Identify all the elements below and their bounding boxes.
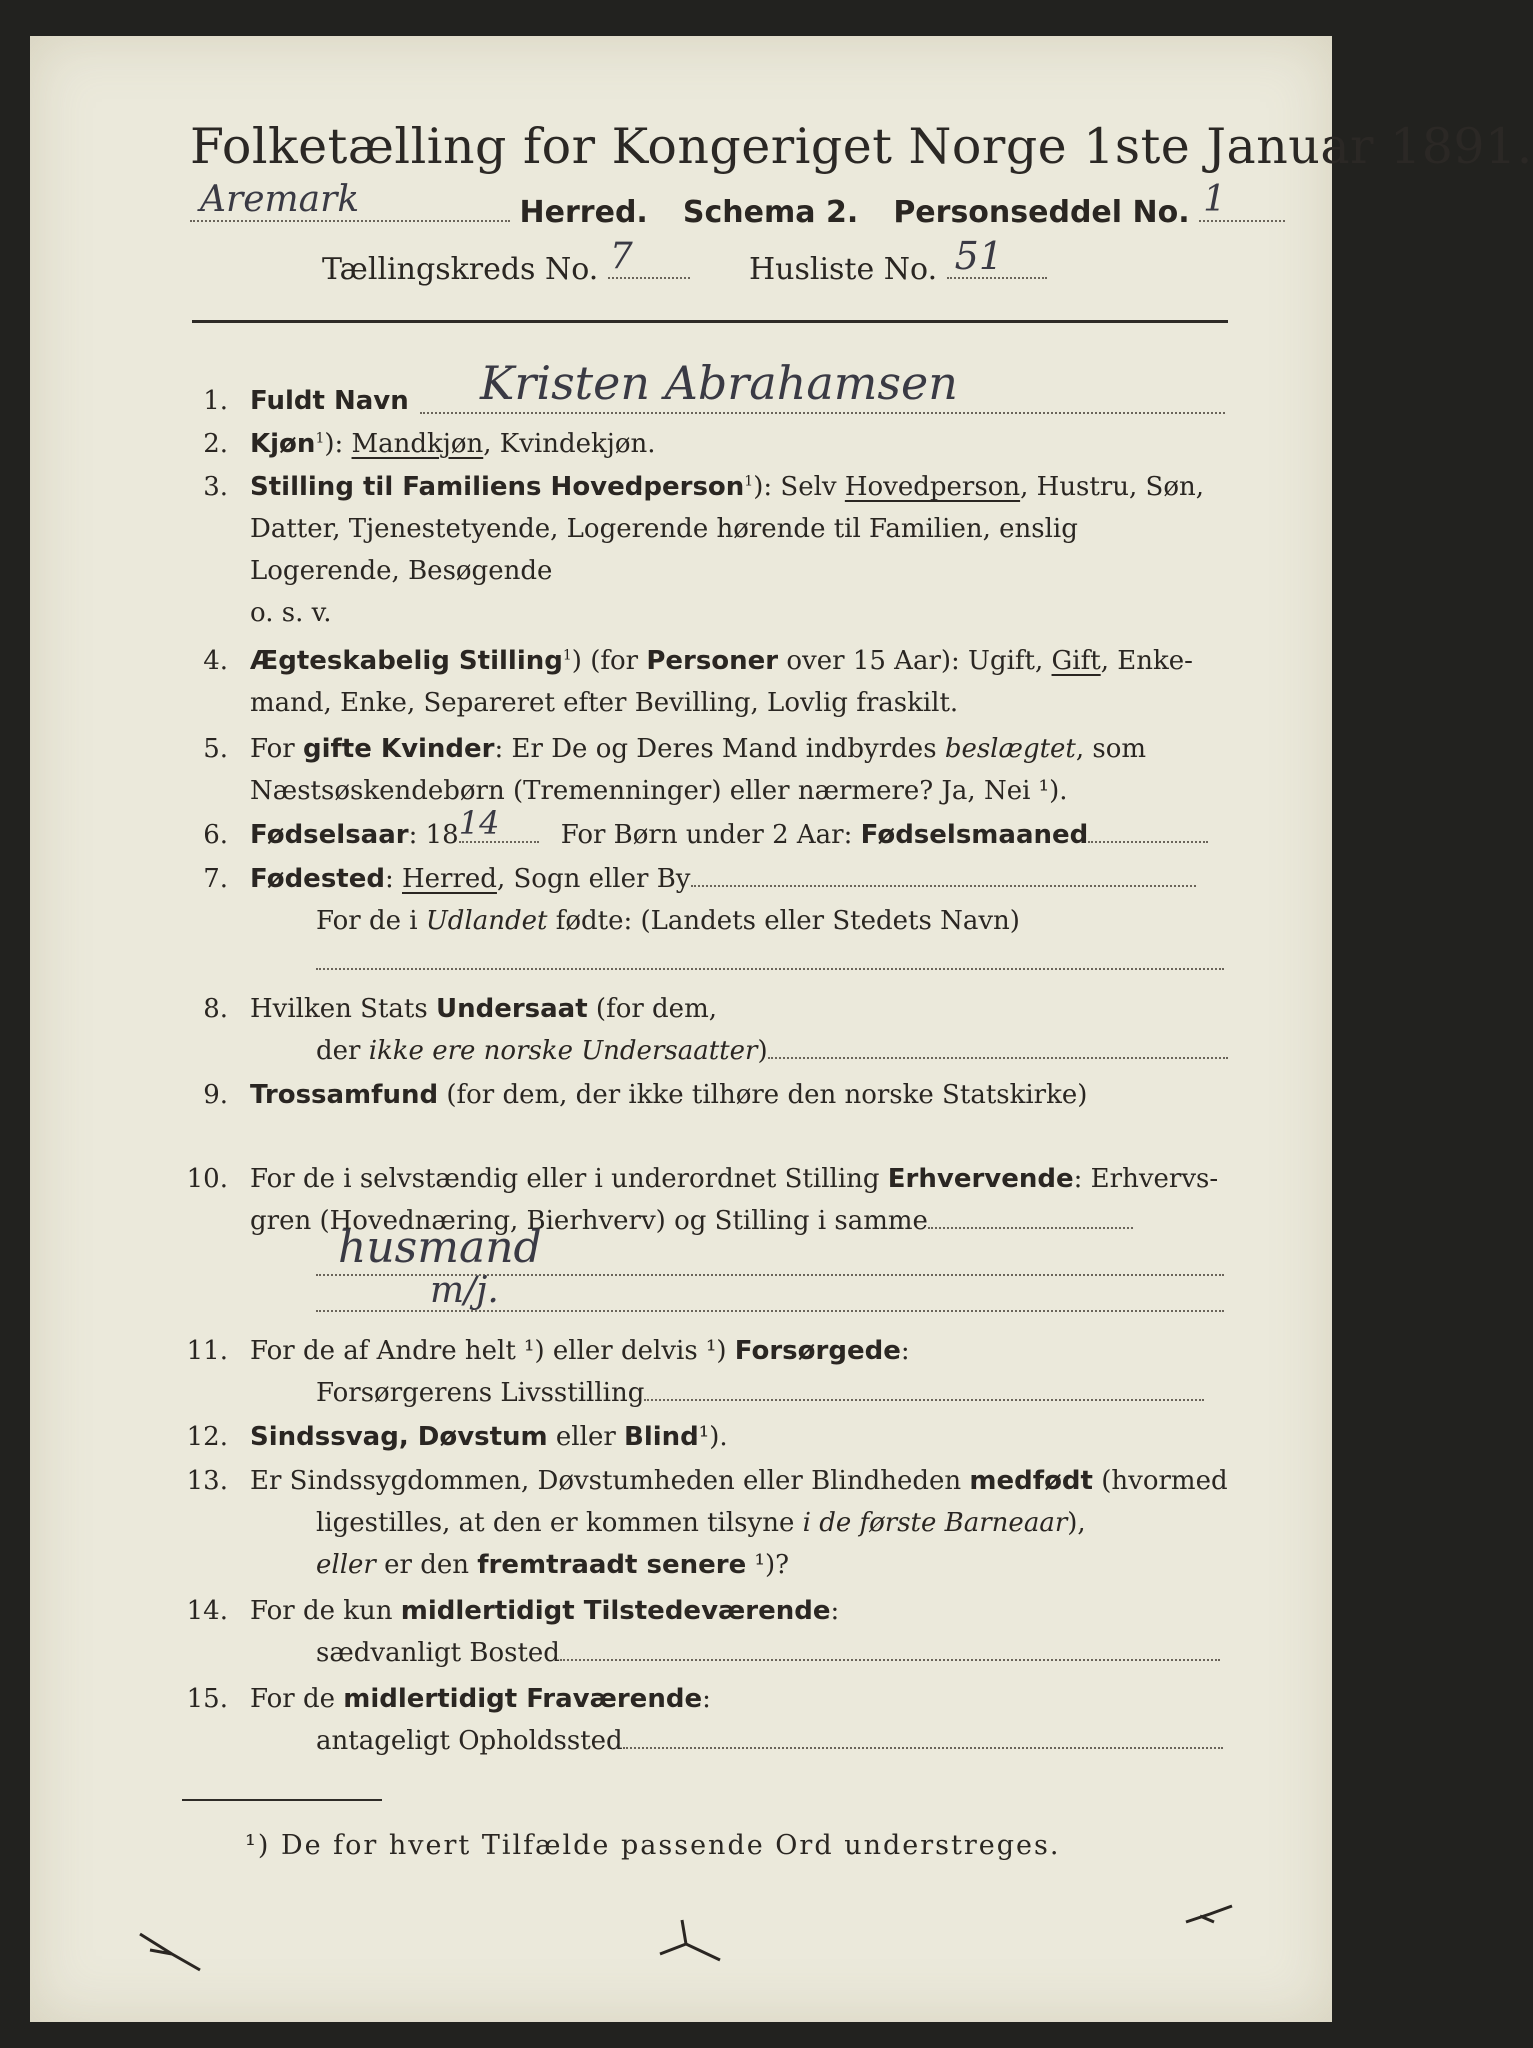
field-13-line-3-a: er den bbox=[375, 1550, 478, 1580]
field-3-label: Stilling til Familiens Hovedperson bbox=[250, 472, 745, 502]
field-11-bold: Forsørgede bbox=[734, 1336, 901, 1366]
field-10-text-a: For de i selvstændig eller i underordnet Stilling bbox=[250, 1164, 888, 1194]
field-14-line-2 bbox=[316, 1638, 1220, 1668]
footnote-rule bbox=[182, 1799, 382, 1801]
field-13-line-3 bbox=[316, 1550, 789, 1580]
field-15-number: 15. bbox=[186, 1684, 228, 1714]
field-9-bold: Trossamfund bbox=[250, 1080, 439, 1110]
kreds-value: 7 bbox=[609, 236, 633, 277]
field-14-number: 14. bbox=[186, 1596, 228, 1626]
provider-field[interactable] bbox=[644, 1398, 1204, 1401]
header-rule bbox=[192, 320, 1228, 323]
field-14-line-2-text: sædvanligt Bosted bbox=[316, 1638, 560, 1668]
field-4-bold: Personer bbox=[646, 646, 779, 676]
field-2-label: Kjøn bbox=[250, 429, 316, 459]
field-13-line-2-b: ), bbox=[1067, 1508, 1086, 1538]
field-4-line-2: mand, Enke, Separeret efter Bevilling, Lovlig fraskilt. bbox=[250, 688, 959, 718]
field-12-text bbox=[250, 1422, 728, 1452]
field-4-text-b: over 15 Aar): Ugift, bbox=[778, 646, 1052, 676]
field-6-text-b: For Børn under 2 Aar: bbox=[560, 820, 861, 850]
field-10-bold: Erhvervende bbox=[887, 1164, 1074, 1194]
field-6-bold: Fødselsmaaned bbox=[860, 820, 1089, 850]
birth-month-field[interactable] bbox=[1088, 840, 1208, 843]
field-7-line-2 bbox=[316, 906, 1020, 936]
field-2-text bbox=[250, 429, 655, 459]
field-3-sep: ): Selv bbox=[753, 472, 845, 502]
field-5-number: 5. bbox=[203, 734, 228, 764]
field-5-text-a: For bbox=[250, 734, 303, 764]
kreds-label: Tællingskreds No. bbox=[322, 252, 599, 287]
field-1-label: Fuldt Navn bbox=[250, 386, 409, 416]
occupation-value: husmand bbox=[338, 1222, 542, 1273]
field-13-line-3-italic: eller bbox=[316, 1550, 376, 1580]
field-2-sup: 1 bbox=[315, 430, 325, 447]
field-15-line-2 bbox=[316, 1726, 1223, 1756]
occupation-note: m/j. bbox=[430, 1270, 499, 1311]
birthplace-field[interactable] bbox=[691, 884, 1196, 887]
field-6-label: Fødselsaar bbox=[250, 820, 409, 850]
field-10-line-2-text: gren (Hovednæring, Bierhverv) og Stilling i samme bbox=[250, 1206, 928, 1236]
field-5-text bbox=[250, 734, 1146, 764]
field-14-bold: midlertidigt Tilstedeværende bbox=[400, 1596, 831, 1626]
field-12-bold: Sindssvag, Døvstum bbox=[250, 1422, 548, 1452]
field-10-number: 10. bbox=[186, 1164, 228, 1194]
field-3-line-2: Datter, Tjenestetyende, Logerende hørende til Familien, enslig bbox=[250, 514, 1078, 544]
field-5-text-b: : Er De og Deres Mand indbyrdes bbox=[494, 734, 945, 764]
field-1-number: 1. bbox=[203, 386, 228, 416]
field-11-line-2-text: Forsørgerens Livsstilling bbox=[316, 1378, 645, 1408]
field-7-line-2-italic: Udlandet bbox=[425, 906, 548, 936]
option-kvindekjon[interactable]: , Kvindekjøn. bbox=[483, 429, 656, 459]
field-4-text bbox=[250, 646, 1193, 676]
field-12-text-a: eller bbox=[547, 1422, 625, 1452]
herred-label: Herred. bbox=[519, 195, 648, 230]
name-value: Kristen Abrahamsen bbox=[480, 356, 958, 410]
footnote: ¹) De for hvert Tilfælde passende Ord understreges. bbox=[245, 1830, 1061, 1861]
field-3-sup: 1 bbox=[744, 473, 754, 490]
option-gift[interactable]: Gift bbox=[1051, 646, 1101, 676]
field-7-line-2-a: For de i bbox=[316, 906, 426, 936]
pencil-mark-center-icon bbox=[650, 1914, 730, 1974]
field-6-prefix: : 18 bbox=[408, 820, 459, 850]
field-15-bold: midlertidigt Fraværende bbox=[343, 1684, 703, 1714]
field-15-line-2-text: antageligt Opholdssted bbox=[316, 1726, 623, 1756]
citizenship-field[interactable] bbox=[768, 1056, 1228, 1059]
form-title: Folketælling for Kongeriget Norge 1ste Januar 1891. bbox=[190, 118, 1533, 175]
schema-label: Schema 2. bbox=[682, 195, 859, 230]
field-13-bold: medfødt bbox=[969, 1466, 1093, 1496]
option-hovedperson[interactable]: Hovedperson bbox=[844, 472, 1021, 502]
field-8-bold: Undersaat bbox=[435, 994, 588, 1024]
field-14-text-a: For de kun bbox=[250, 1596, 401, 1626]
name-field[interactable] bbox=[420, 412, 1225, 414]
field-13-line-3-bold: fremtraadt senere bbox=[477, 1550, 747, 1580]
field-13-text-a: Er Sindssygdommen, Døvstumheden eller Blindheden bbox=[250, 1466, 970, 1496]
field-9-text-a: (for dem, der ikke tilhøre den norske Statskirke) bbox=[438, 1080, 1088, 1110]
field-13-line-2-italic: i de første Barneaar bbox=[802, 1508, 1068, 1538]
field-4-text-c: , Enke- bbox=[1100, 646, 1193, 676]
field-12-number: 12. bbox=[186, 1422, 228, 1452]
field-7-text bbox=[250, 864, 1196, 894]
field-15-text-a: For de bbox=[250, 1684, 344, 1714]
birth-year-field[interactable] bbox=[458, 804, 539, 843]
herred-line bbox=[190, 179, 1285, 230]
field-11-text-a: For de af Andre helt ¹) eller delvis ¹) bbox=[250, 1336, 735, 1366]
census-form-sheet bbox=[30, 36, 1533, 2022]
kreds-line bbox=[322, 234, 1047, 287]
birth-year-value: 14 bbox=[458, 804, 500, 842]
field-12-text-b: ¹). bbox=[698, 1422, 728, 1452]
field-11-line-2 bbox=[316, 1378, 1204, 1408]
field-3-text bbox=[250, 472, 1204, 502]
field-5-italic: beslægtet bbox=[944, 734, 1076, 764]
field-8-text-b: (for dem, bbox=[587, 994, 717, 1024]
field-8-text bbox=[250, 994, 717, 1024]
field-7-label: Fødested bbox=[250, 864, 385, 894]
field-7-number: 7. bbox=[203, 864, 228, 894]
field-8-number: 8. bbox=[203, 994, 228, 1024]
field-8-line-2-italic: ikke ere norske Undersaatter bbox=[368, 1036, 758, 1066]
field-4-text-a: ) (for bbox=[571, 646, 647, 676]
field-12-bold-2: Blind bbox=[624, 1422, 699, 1452]
field-5-bold: gifte Kvinder bbox=[302, 734, 495, 764]
field-13-line-2-a: ligestilles, at den er kommen tilsyne bbox=[316, 1508, 803, 1538]
field-13-text-b: (hvormed bbox=[1092, 1466, 1228, 1496]
pencil-mark-left-icon bbox=[130, 1920, 210, 1980]
field-7-sep: : bbox=[384, 864, 402, 894]
field-11-number: 11. bbox=[186, 1336, 228, 1366]
husliste-value: 51 bbox=[954, 234, 1004, 278]
field-13-line-3-b: ¹)? bbox=[746, 1550, 790, 1580]
field-13-line-2 bbox=[316, 1508, 1086, 1538]
field-7-text-b: , Sogn eller By bbox=[496, 864, 691, 894]
field-5-text-c: , som bbox=[1075, 734, 1147, 764]
field-2-number: 2. bbox=[203, 429, 228, 459]
herred-value: Aremark bbox=[200, 179, 360, 220]
field-15-text: For de midlertidigt Fraværende: bbox=[250, 1684, 711, 1714]
field-9-text bbox=[250, 1080, 1087, 1110]
field-10-text-b: : Erhvervs- bbox=[1073, 1164, 1219, 1194]
field-7-line-2-b: fødte: (Landets eller Stedets Navn) bbox=[547, 906, 1020, 936]
foreign-birthplace-field[interactable] bbox=[316, 968, 1224, 970]
field-8-line-2-a: der bbox=[316, 1036, 369, 1066]
field-5-line-2: Næstsøskendebørn (Tremenninger) eller nærmere? Ja, Nei ¹). bbox=[250, 776, 1068, 806]
field-6-number: 6. bbox=[203, 820, 228, 850]
option-mandkjon[interactable]: Mandkjøn bbox=[351, 429, 484, 459]
husliste-label: Husliste No. bbox=[748, 252, 938, 287]
field-13-number: 13. bbox=[186, 1466, 228, 1496]
field-9-number: 9. bbox=[203, 1080, 228, 1110]
temporary-residence-field[interactable] bbox=[623, 1746, 1223, 1749]
field-3-line-4: o. s. v. bbox=[250, 598, 332, 628]
personseddel-field[interactable] bbox=[1199, 179, 1285, 222]
field-4-sup: 1 bbox=[562, 647, 572, 664]
field-8-text-a: Hvilken Stats bbox=[250, 994, 436, 1024]
personseddel-label: Personseddel No. bbox=[893, 195, 1190, 230]
option-herred[interactable]: Herred bbox=[402, 864, 497, 894]
field-3-line-3: Logerende, Besøgende bbox=[250, 556, 553, 586]
field-8-line-2 bbox=[316, 1036, 1228, 1066]
field-4-number: 4. bbox=[203, 646, 228, 676]
field-13-text bbox=[250, 1466, 1228, 1496]
field-2-sep: ): bbox=[324, 429, 352, 459]
herred-field[interactable] bbox=[190, 179, 510, 222]
occupation-field-1[interactable] bbox=[928, 1226, 1133, 1229]
field-10-text bbox=[250, 1164, 1218, 1194]
pencil-mark-right-icon bbox=[1180, 1896, 1240, 1936]
usual-residence-field[interactable] bbox=[560, 1658, 1220, 1661]
field-14-text: For de kun midlertidigt Tilstedeværende: bbox=[250, 1596, 840, 1626]
field-8-line-2-b: ) bbox=[757, 1036, 768, 1066]
field-3-number: 3. bbox=[203, 472, 228, 502]
kreds-field[interactable] bbox=[608, 236, 690, 279]
field-11-text: For de af Andre helt ¹) eller delvis ¹) Forsørgede: bbox=[250, 1336, 910, 1366]
husliste-field[interactable] bbox=[947, 234, 1047, 279]
personseddel-value: 1 bbox=[1203, 179, 1227, 220]
field-3-options: , Hustru, Søn, bbox=[1020, 472, 1205, 502]
field-4-label: Ægteskabelig Stilling bbox=[250, 646, 563, 676]
field-6-text bbox=[250, 804, 1208, 850]
